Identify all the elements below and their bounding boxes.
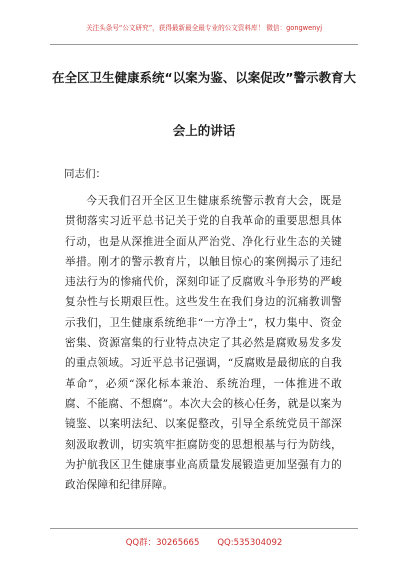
footer-qq-group: QQ群：30265665 (125, 538, 200, 548)
footer-divider (50, 528, 358, 529)
header-divider (50, 44, 358, 45)
document-title-line-1: 在全区卫生健康系统“以案为鉴、以案促改”警示教育大 (52, 70, 356, 85)
body-paragraph: 今天我们召开全区卫生健康系统警示教育大会，既是贯彻落实习近平总书记关于党的自我革命的重要思想具体行动，也是从深推进全面从严治党、净化行业生态的关键举措。刚才的警示教育片，以触目惊心的案例揭示了违纪违法行为的惨痛代价，深刻印证了反腐败斗争形势的严峻复杂性与长期艰巨性。这些发生在我们身边的沉痛教训警示我们，卫生健康系统绝非“一方净土”，权力集中、资金密集、资源富集的行业特点决定了其必然是腐败易发多发的重点领域。习近平总书记强调，“反腐败是最彻底的自我革命”，必须“深化标本兼治、系统治理，一体推进不敢腐、不能腐、不想腐”。本次大会的核心任务，就是以案为镜鉴、以案明法纪、以案促整改，引导全系统党员干部深刻汲取教训，切实筑牢拒腐防变的思想根基与行为防线，为护航我区卫生健康事业高质量发展锻造更加坚强有力的政治保障和纪律屏障。 (65, 195, 342, 492)
footer-qq: QQ:535304092 (217, 538, 283, 548)
header-banner: 关注头条号“公文研究”，获得最新最全最专业的公文资料库！ 微信：gongwenyj (85, 24, 323, 32)
document-title-line-2: 会上的讲话 (172, 123, 236, 138)
salutation: 同志们： (64, 168, 106, 180)
footer-contact (0, 536, 408, 548)
